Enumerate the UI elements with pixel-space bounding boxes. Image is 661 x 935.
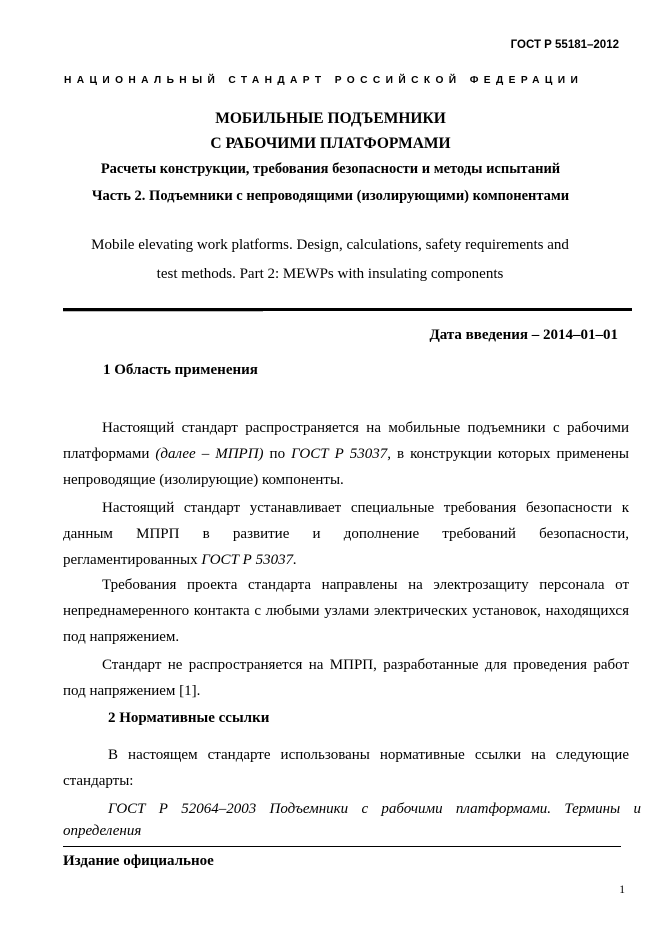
p3-text: Требования проекта стандарта направлены на электрозащиту персонала от непреднамеренного контакта с любыми узлами электрических установок, находящихся под напряжением. [63,577,629,645]
official-edition-label: Издание официальное [63,853,214,869]
introduction-date: Дата введения – 2014–01–01 [429,327,618,343]
title-line-2: С РАБОЧИМИ ПЛАТФОРМАМИ [210,135,451,152]
scope-paragraph-3 [63,572,629,650]
p1-text-a: Настоящий стандарт распространяется на мобильные подъемники с рабочими платформами [63,420,629,462]
p1-standard-ref: ГОСТ Р 53037 [291,446,388,462]
p1-abbrev: (далее – МПРП) [155,446,264,462]
english-title: Mobile elevating work platforms. Design, calculations, safety requirements and test methods. Part 2: MEWPs with insulating components [91,237,569,282]
scope-paragraph-4 [63,652,629,704]
footer-divider [63,846,621,847]
subtitle-line-1: Расчеты конструкции, требования безопасности и методы испытаний [100,161,561,177]
p4-text: Стандарт не распространяется на МПРП, разработанные для проведения работ под напряжением [1]. [63,657,629,699]
title-divider-shadow [63,311,263,312]
scope-paragraph-2 [63,495,629,573]
p2-standard-ref: ГОСТ Р 53037. [201,552,297,568]
references-intro-text: В настоящем стандарте использованы нормативные ссылки на следующие стандарты: [63,747,629,789]
section-1-heading: 1 Область применения [103,362,258,378]
section-2-heading: 2 Нормативные ссылки [108,710,270,726]
p1-text-c: по [263,446,292,462]
p1-text-e: , в конструкции которых применены непроводящие (изолирующие) компоненты. [63,446,629,488]
reference-item [63,798,641,842]
document-code: ГОСТ Р 55181–2012 [510,39,619,51]
p2-text-a: Настоящий стандарт устанавливает специальные требования безопасности к данным МПРП в развитие и дополнение требований безопасности, регламентированных [63,500,629,568]
references-intro [63,742,629,794]
scope-paragraph-1 [63,415,629,493]
page-number: 1 [619,884,625,896]
reference-item-text: ГОСТ Р 52064–2003 Подъемники с рабочими платформами. Термины и определения [63,801,641,839]
subtitle-line-2: Часть 2. Подъемники с непроводящими (изолирующими) компонентами [91,188,570,204]
national-standard-banner: НАЦИОНАЛЬНЫЙ СТАНДАРТ РОССИЙСКОЙ ФЕДЕРАЦИИ [64,75,584,86]
title-line-1: МОБИЛЬНЫЕ ПОДЪЕМНИКИ [215,110,446,127]
